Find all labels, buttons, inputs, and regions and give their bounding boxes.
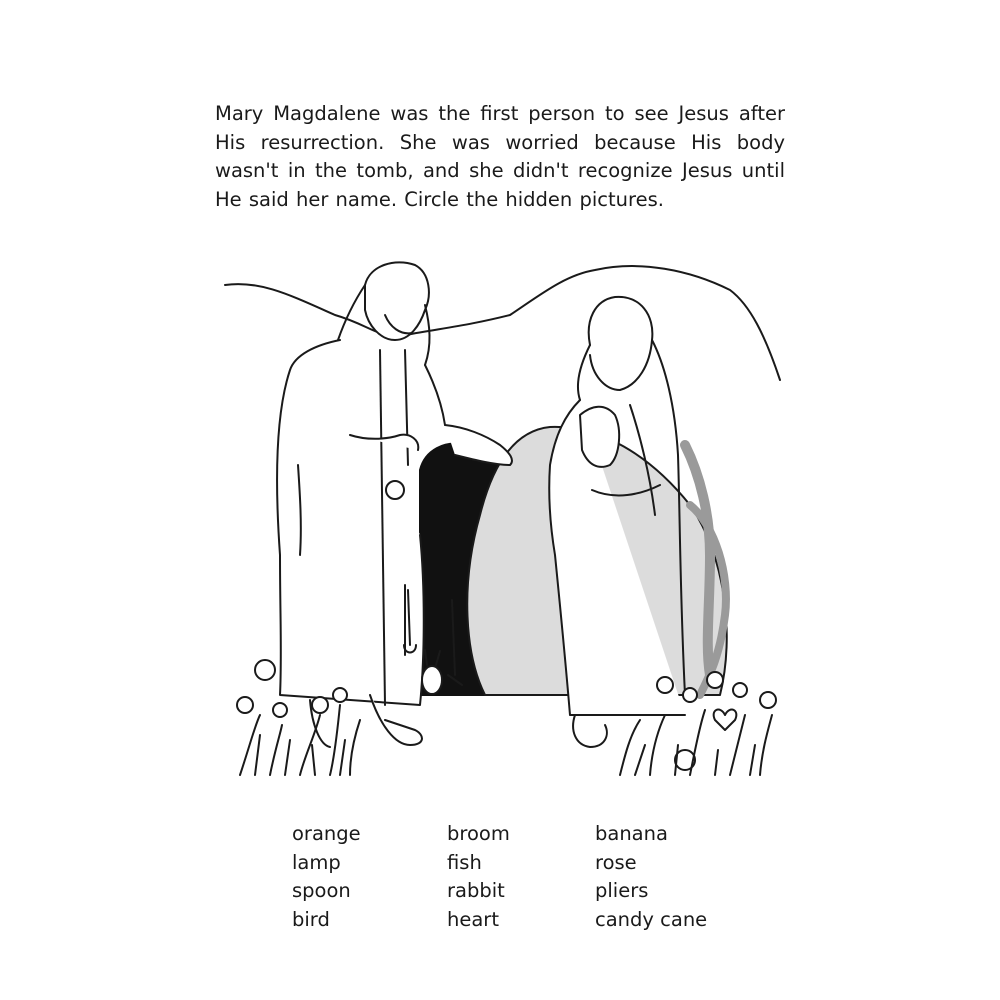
word-item: candy cane xyxy=(595,907,708,931)
word-item: pliers xyxy=(595,879,649,902)
heart-hidden xyxy=(714,710,737,730)
word-item: rose xyxy=(595,850,637,874)
word-column xyxy=(292,820,447,934)
word-column xyxy=(595,820,755,934)
word-item: bird xyxy=(292,907,330,931)
hidden-pictures-word-list xyxy=(292,820,755,934)
word-item: spoon xyxy=(292,879,351,902)
instructions-text: Mary Magdalene was the first person to see Jesus after His resurrection. She was worried because His body wasn't in the tomb, and she didn't recognize Jesus until He said her name. Circle the hidden pictures. xyxy=(215,102,785,211)
word-item: rabbit xyxy=(447,879,505,902)
word-column xyxy=(447,820,595,934)
word-item: fish xyxy=(447,850,482,874)
word-item: lamp xyxy=(292,850,341,874)
word-item: broom xyxy=(447,822,510,845)
word-item: banana xyxy=(595,822,668,845)
word-item: orange xyxy=(292,822,361,845)
coloring-illustration xyxy=(220,255,790,785)
word-item: heart xyxy=(447,907,499,931)
